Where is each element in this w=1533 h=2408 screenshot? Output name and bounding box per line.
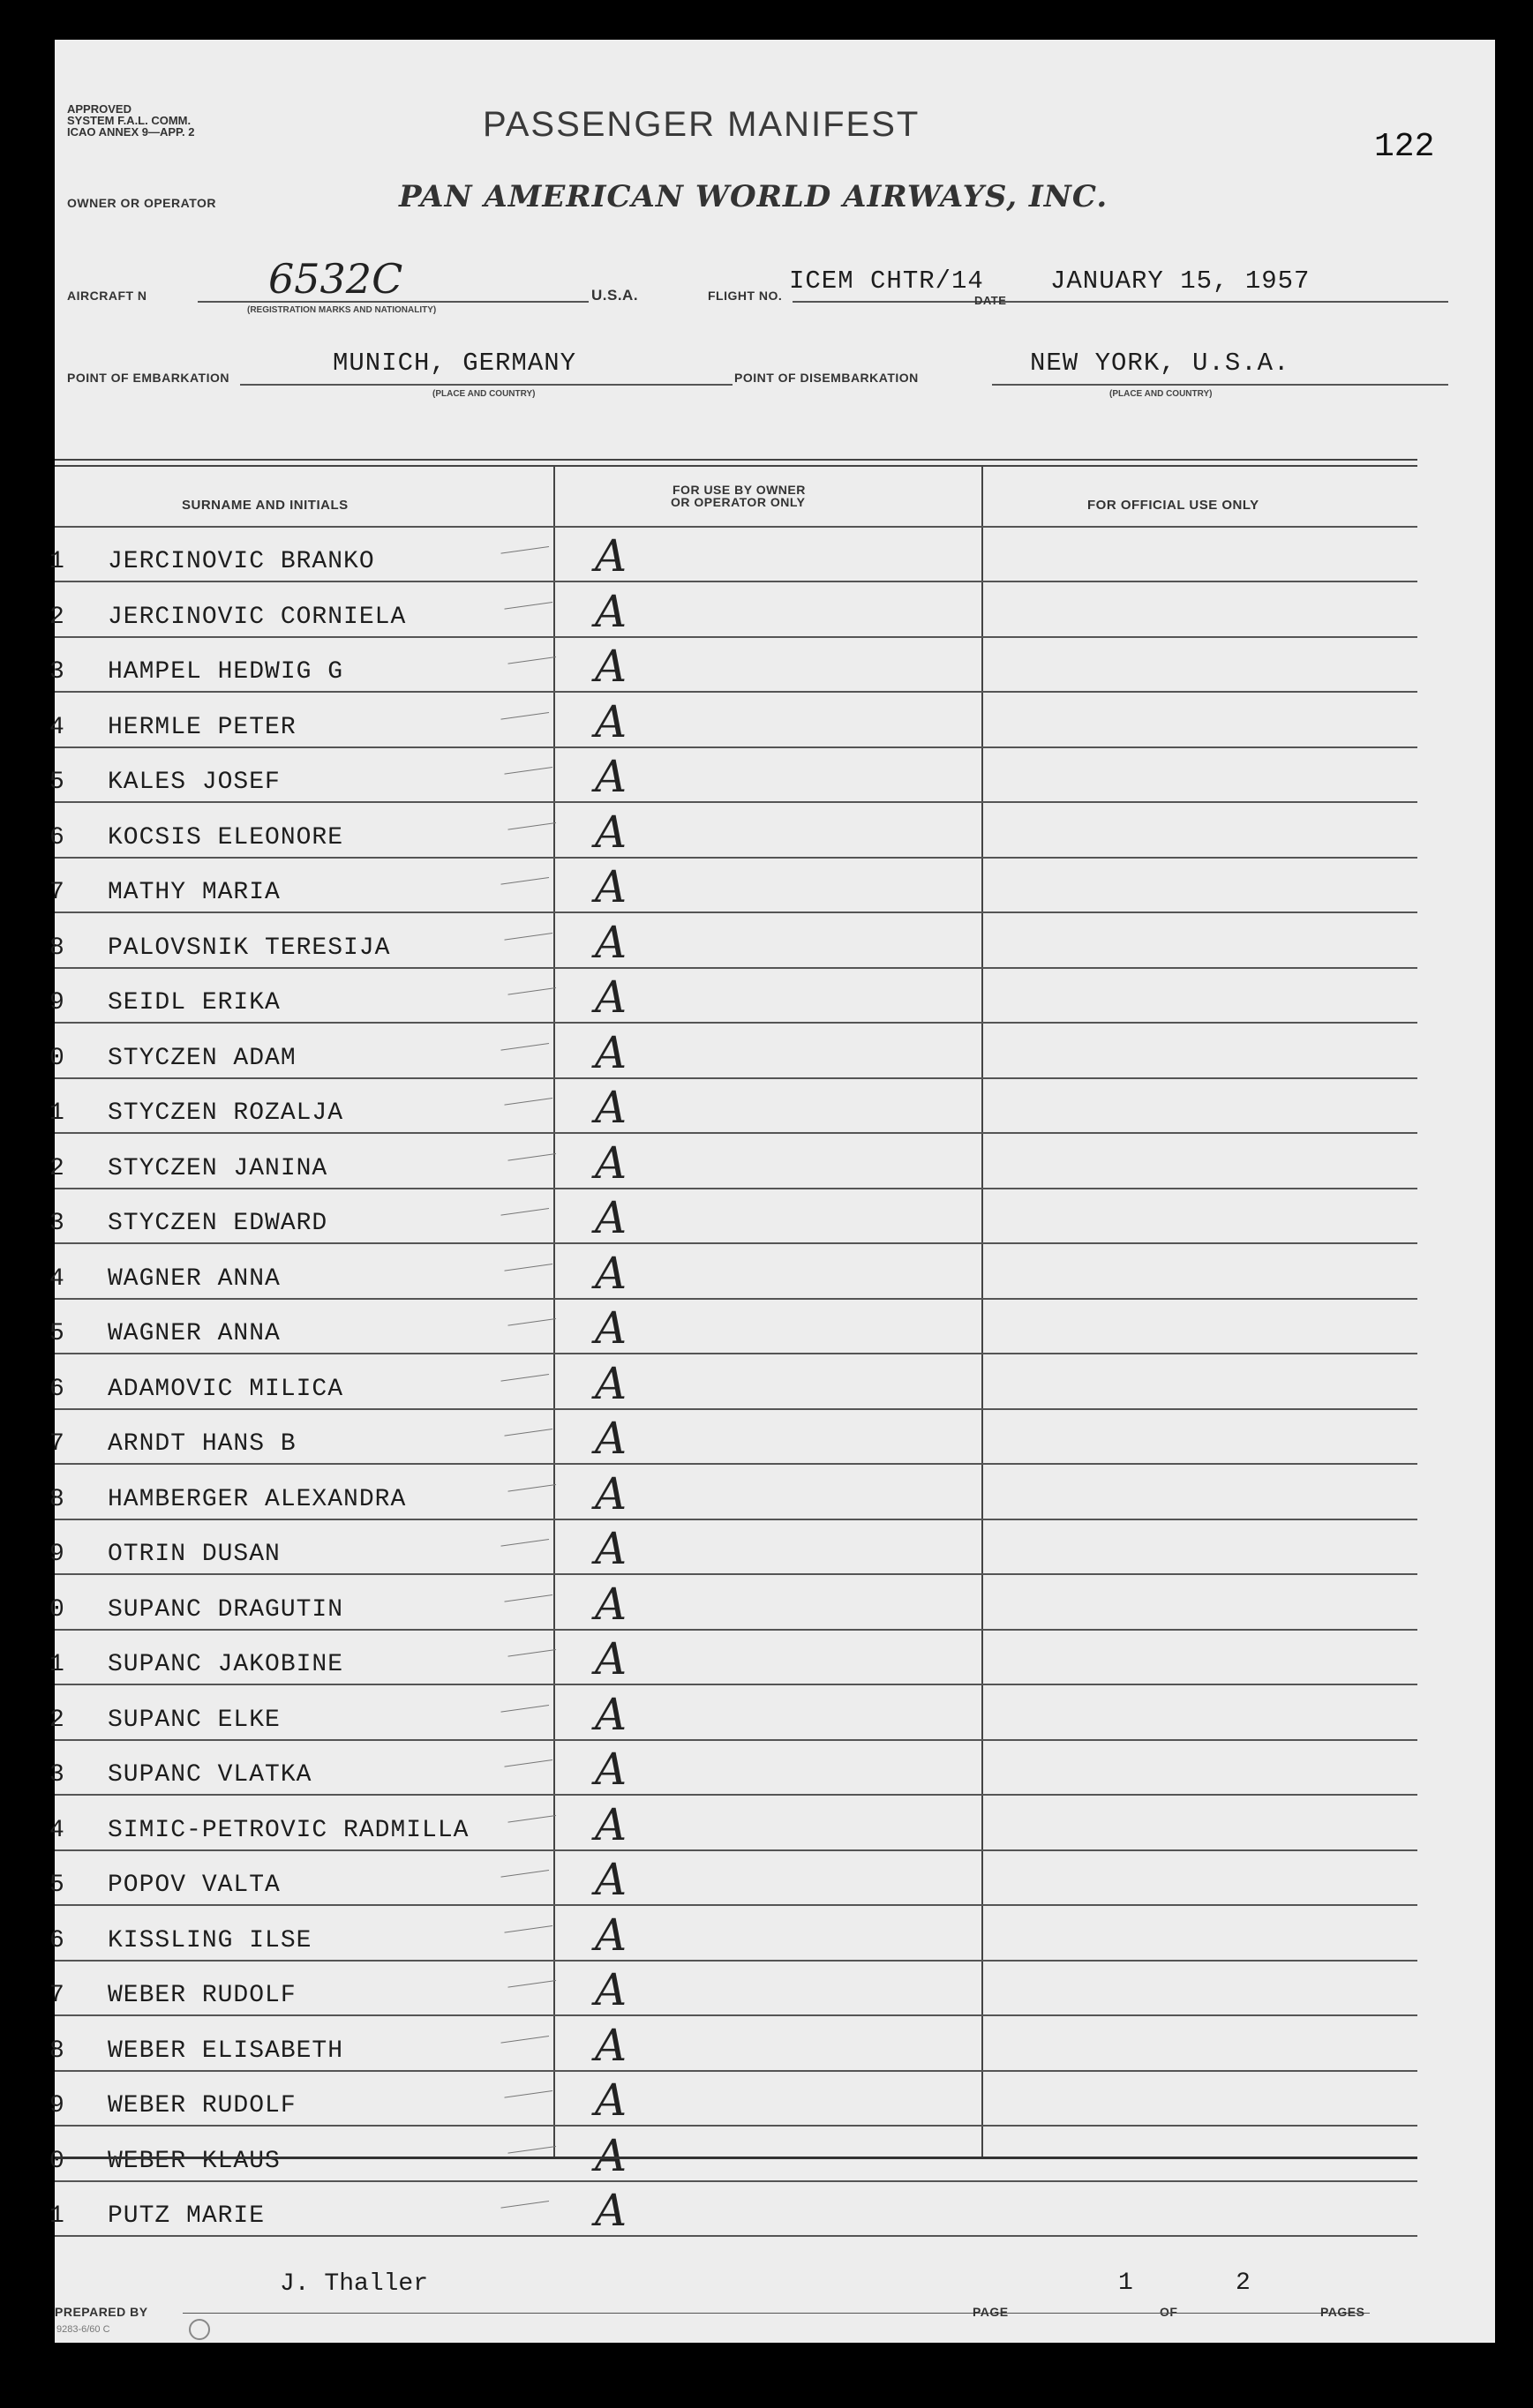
row-number: 2 (49, 1706, 64, 1734)
row-rule (55, 1077, 1417, 1079)
row-number: 1 (49, 2202, 64, 2230)
check-stroke (500, 1374, 549, 1382)
row-number: 9 (49, 1541, 64, 1568)
passenger-name: SUPANC JAKOBINE (108, 1651, 344, 1678)
operator-mark: A (595, 1302, 627, 1354)
operator-mark: A (595, 530, 627, 581)
check-stroke (507, 1318, 556, 1326)
row-number: 6 (49, 1926, 64, 1954)
row-rule (55, 1188, 1417, 1189)
row-number: 4 (49, 1264, 64, 1293)
header-rule (55, 526, 1417, 528)
row-rule (55, 1022, 1417, 1024)
check-stroke (500, 1870, 549, 1878)
passenger-name: WAGNER ANNA (108, 1320, 281, 1347)
operator-mark: A (595, 1136, 627, 1189)
operator-mark: A (595, 1744, 627, 1795)
operator-mark: A (595, 2185, 627, 2236)
row-number: 5 (49, 769, 64, 796)
owner-value: PAN AMERICAN WORLD AIRWAYS, INC. (399, 179, 1108, 214)
row-number: 3 (49, 1761, 64, 1789)
operator-mark: A (595, 1688, 627, 1740)
row-number: 2 (49, 603, 64, 631)
operator-mark: A (595, 1633, 627, 1684)
aircraft-value: 6532C (268, 255, 403, 303)
page-number-value: 1 (1118, 2269, 1133, 2297)
passenger-name: STYCZEN ROZALJA (108, 1099, 344, 1127)
check-stroke (507, 987, 556, 995)
table-top-rule-1 (55, 459, 1417, 461)
column-header-owner-2: OR OPERATOR ONLY (671, 495, 806, 509)
operator-mark: A (595, 1247, 627, 1299)
passenger-name: JERCINOVIC CORNIELA (108, 603, 407, 631)
passenger-name: WEBER RUDOLF (108, 2092, 297, 2119)
check-stroke (504, 1759, 552, 1767)
passenger-name: OTRIN DUSAN (108, 1541, 281, 1568)
row-rule (55, 801, 1417, 803)
row-rule (55, 1904, 1417, 1906)
row-rule (55, 1629, 1417, 1631)
check-stroke (504, 1264, 552, 1272)
column-header-owner-1: FOR USE BY OWNER (673, 483, 806, 497)
check-stroke (507, 1980, 556, 1988)
check-stroke (504, 1594, 552, 1602)
operator-mark: A (595, 1523, 627, 1574)
row-rule (55, 2235, 1417, 2237)
check-stroke (500, 2201, 549, 2209)
passenger-name: PALOVSNIK TERESIJA (108, 934, 391, 962)
row-number: 9 (49, 2092, 64, 2119)
row-rule (55, 857, 1417, 859)
check-stroke (507, 1649, 556, 1657)
passenger-name: STYCZEN ADAM (108, 1044, 297, 1072)
row-number: 3 (49, 658, 64, 686)
passenger-name: WEBER ELISABETH (108, 2037, 344, 2065)
row-rule (55, 746, 1417, 748)
check-stroke (504, 767, 552, 775)
passenger-name: ARNDT HANS B (108, 1430, 297, 1458)
check-stroke (500, 2036, 549, 2044)
row-number: 8 (49, 2037, 64, 2065)
registration-caption: (REGISTRATION MARKS AND NATIONALITY) (247, 305, 437, 315)
prepared-by-label: PREPARED BY (55, 2305, 148, 2319)
passenger-name: ADAMOVIC MILICA (108, 1375, 344, 1403)
row-number: 6 (49, 823, 64, 851)
check-stroke (500, 1539, 549, 1547)
disembarkation-value: NEW YORK, U.S.A. (1030, 349, 1290, 378)
row-rule (55, 1684, 1417, 1685)
passenger-name: SUPANC ELKE (108, 1706, 281, 1734)
row-rule (55, 1739, 1417, 1741)
passenger-name: STYCZEN JANINA (108, 1154, 328, 1182)
embarkation-value: MUNICH, GERMANY (333, 349, 577, 378)
check-stroke (504, 1429, 552, 1437)
passenger-name: KALES JOSEF (108, 769, 281, 796)
passenger-name: JERCINOVIC BRANKO (108, 548, 375, 575)
operator-mark: A (595, 916, 627, 968)
passenger-name: WAGNER ANNA (108, 1264, 281, 1293)
check-stroke (507, 1153, 556, 1161)
total-pages-value: 2 (1236, 2269, 1251, 2297)
operator-mark: A (595, 1467, 627, 1519)
operator-mark: A (595, 1413, 627, 1464)
row-rule (55, 1353, 1417, 1354)
passenger-name: WEBER KLAUS (108, 2147, 281, 2175)
operator-mark: A (595, 971, 627, 1023)
check-stroke (504, 1925, 552, 1933)
embarkation-underline (240, 384, 733, 386)
operator-mark: A (595, 1578, 627, 1630)
date-label: DATE (974, 294, 1007, 307)
operator-mark: A (595, 1964, 627, 2015)
passenger-name: POPOV VALTA (108, 1872, 281, 1899)
operator-mark: A (595, 1026, 627, 1078)
check-stroke (500, 1705, 549, 1713)
row-rule (55, 691, 1417, 693)
approved-line-2: SYSTEM F.A.L. COMM. (67, 114, 192, 127)
page-stamp-number: 122 (1374, 128, 1435, 166)
row-rule (55, 1573, 1417, 1575)
row-rule (55, 1849, 1417, 1851)
operator-mark: A (595, 1909, 627, 1961)
operator-mark: A (595, 861, 627, 912)
row-number: 7 (49, 879, 64, 906)
table-top-rule-2 (55, 465, 1417, 467)
approved-line-1: APPROVED (67, 102, 132, 116)
page-label: PAGE (973, 2305, 1009, 2319)
prepared-by-underline (183, 2313, 1021, 2314)
date-value: JANUARY 15, 1957 (1050, 266, 1311, 296)
flight-label: FLIGHT NO. (708, 289, 783, 303)
operator-mark: A (595, 1082, 627, 1133)
row-number: 4 (49, 713, 64, 741)
row-number: 1 (49, 1651, 64, 1678)
date-underline (1026, 301, 1448, 303)
check-stroke (507, 2146, 556, 2154)
operator-mark: A (595, 585, 627, 637)
row-number: 4 (49, 1816, 64, 1844)
row-rule (55, 1519, 1417, 1520)
passenger-name: HAMBERGER ALEXANDRA (108, 1485, 407, 1513)
row-number: 8 (49, 934, 64, 962)
column-header-surname: SURNAME AND INITIALS (182, 498, 349, 513)
row-rule (55, 1960, 1417, 1962)
of-label: OF (1160, 2305, 1178, 2319)
passenger-name: KISSLING ILSE (108, 1926, 312, 1954)
row-rule (55, 2180, 1417, 2182)
disembarkation-label: POINT OF DISEMBARKATION (734, 371, 919, 385)
row-number: 0 (49, 1595, 64, 1624)
passenger-name: PUTZ MARIE (108, 2202, 266, 2230)
operator-mark: A (595, 695, 627, 747)
passenger-name: WEBER RUDOLF (108, 1982, 297, 2009)
row-number: 8 (49, 1485, 64, 1513)
prepared-by-value: J. Thaller (280, 2270, 429, 2298)
operator-mark: A (595, 1192, 627, 1243)
passenger-name: SUPANC VLATKA (108, 1761, 312, 1789)
operator-mark: A (595, 751, 627, 802)
page-title: PASSENGER MANIFEST (483, 105, 921, 144)
check-stroke (500, 546, 549, 554)
aircraft-label: AIRCRAFT N (67, 289, 147, 303)
page-underline (1021, 2313, 1370, 2314)
row-number: 1 (49, 548, 64, 575)
operator-mark: A (595, 2074, 627, 2126)
row-rule (55, 1408, 1417, 1410)
operator-mark: A (595, 641, 627, 692)
check-stroke (500, 1043, 549, 1051)
disembarkation-caption: (PLACE AND COUNTRY) (1109, 389, 1213, 399)
row-rule (55, 2125, 1417, 2127)
operator-mark: A (595, 2019, 627, 2071)
table-bottom-rule (55, 2157, 1417, 2159)
row-number: 1 (49, 1099, 64, 1127)
column-header-official: FOR OFFICIAL USE ONLY (1087, 498, 1259, 513)
row-rule (55, 911, 1417, 913)
embarkation-label: POINT OF EMBARKATION (67, 371, 229, 385)
pages-label: PAGES (1320, 2305, 1365, 2319)
column-divider-official (981, 467, 983, 2157)
row-rule (55, 967, 1417, 969)
operator-mark: A (595, 2129, 627, 2181)
row-rule (55, 1242, 1417, 1244)
check-stroke (507, 1484, 556, 1492)
usa-label: U.S.A. (591, 287, 639, 304)
operator-mark: A (595, 1854, 627, 1905)
passenger-name: SEIDL ERIKA (108, 989, 281, 1016)
operator-mark: A (595, 1357, 627, 1409)
check-stroke (504, 933, 552, 941)
row-number: 0 (49, 1044, 64, 1072)
check-stroke (507, 656, 556, 664)
row-number: 2 (49, 1154, 64, 1182)
row-rule (55, 1132, 1417, 1134)
row-rule (55, 1463, 1417, 1465)
check-stroke (507, 1815, 556, 1823)
row-number: 5 (49, 1872, 64, 1899)
passenger-name: KOCSIS ELEONORE (108, 823, 344, 851)
approved-line-3: ICAO ANNEX 9—APP. 2 (67, 125, 195, 139)
manifest-page (49, 40, 1495, 2343)
row-rule (55, 1794, 1417, 1796)
row-number: 7 (49, 1430, 64, 1458)
check-stroke (504, 1098, 552, 1106)
check-stroke (500, 877, 549, 885)
row-rule (55, 2070, 1417, 2072)
row-number: 7 (49, 1982, 64, 2009)
row-number: 0 (49, 2147, 64, 2175)
passenger-name: HERMLE PETER (108, 713, 297, 741)
check-stroke (500, 1208, 549, 1216)
flight-value: ICEM CHTR/14 (789, 266, 984, 296)
row-rule (55, 1298, 1417, 1300)
passenger-name: MATHY MARIA (108, 879, 281, 906)
check-stroke (507, 822, 556, 830)
row-number: 6 (49, 1375, 64, 1403)
column-divider-owner (553, 467, 555, 2157)
embarkation-caption: (PLACE AND COUNTRY) (432, 389, 536, 399)
passenger-name: HAMPEL HEDWIG G (108, 658, 344, 686)
passenger-name: SIMIC-PETROVIC RADMILLA (108, 1816, 470, 1844)
row-number: 5 (49, 1320, 64, 1347)
passenger-name: STYCZEN EDWARD (108, 1210, 328, 1237)
union-label-icon (189, 2319, 210, 2340)
disembarkation-underline (992, 384, 1448, 386)
row-rule (55, 581, 1417, 582)
operator-mark: A (595, 1798, 627, 1850)
passenger-name: SUPANC DRAGUTIN (108, 1595, 344, 1624)
check-stroke (500, 712, 549, 720)
row-number: 3 (49, 1210, 64, 1237)
row-number: 9 (49, 989, 64, 1016)
owner-label: OWNER OR OPERATOR (67, 196, 216, 210)
check-stroke (504, 2090, 552, 2098)
row-rule (55, 2014, 1417, 2016)
row-rule (55, 636, 1417, 638)
operator-mark: A (595, 806, 627, 858)
check-stroke (504, 602, 552, 610)
form-number: 9283-6/60 C (56, 2324, 110, 2335)
